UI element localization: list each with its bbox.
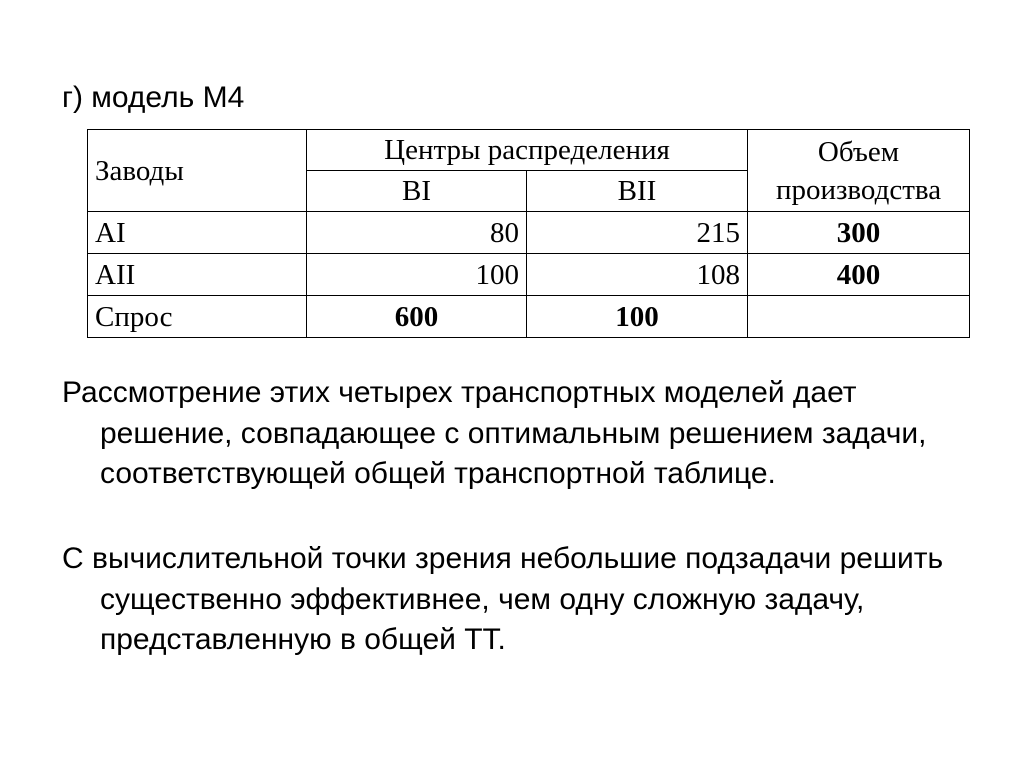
volume-header-line1: Объем (817, 135, 900, 168)
table-row (88, 254, 970, 296)
transport-table (87, 129, 970, 338)
cell-aii-bii: 108 (527, 254, 748, 296)
row-label-demand: Спрос (88, 296, 307, 338)
row-label-aii: AII (88, 254, 307, 296)
cell-ai-bii: 215 (527, 212, 748, 254)
cell-ai-bi: 80 (307, 212, 527, 254)
column-header-bi: BI (307, 171, 527, 212)
demand-bi: 600 (307, 296, 527, 338)
table-row (88, 296, 970, 338)
corner-header-cell: Заводы (88, 130, 307, 212)
volume-header-cell (748, 130, 970, 212)
column-header-bii: BII (527, 171, 748, 212)
volume-aii: 400 (748, 254, 970, 296)
paragraph-efficiency: С вычислительной точки зрения небольшие подзадачи решить существенно эффективнее, чем одну сложную задачу, представленную в общей ТТ. (62, 542, 944, 656)
paragraph-conclusion: Рассмотрение этих четырех транспортных моделей дает решение, совпадающее с оптимальным решением задачи, соответствующей общей транспортной таблице. (62, 376, 927, 490)
row-label-ai: AI (88, 212, 307, 254)
table-header-row (88, 130, 970, 171)
demand-volume-empty (748, 296, 970, 338)
centers-header-cell: Центры распределения (307, 130, 748, 171)
volume-ai: 300 (748, 212, 970, 254)
volume-header-line2: производства (775, 173, 942, 206)
table-row (88, 212, 970, 254)
cell-aii-bi: 100 (307, 254, 527, 296)
slide-heading: г) модель М4 (62, 81, 245, 114)
demand-bii: 100 (527, 296, 748, 338)
